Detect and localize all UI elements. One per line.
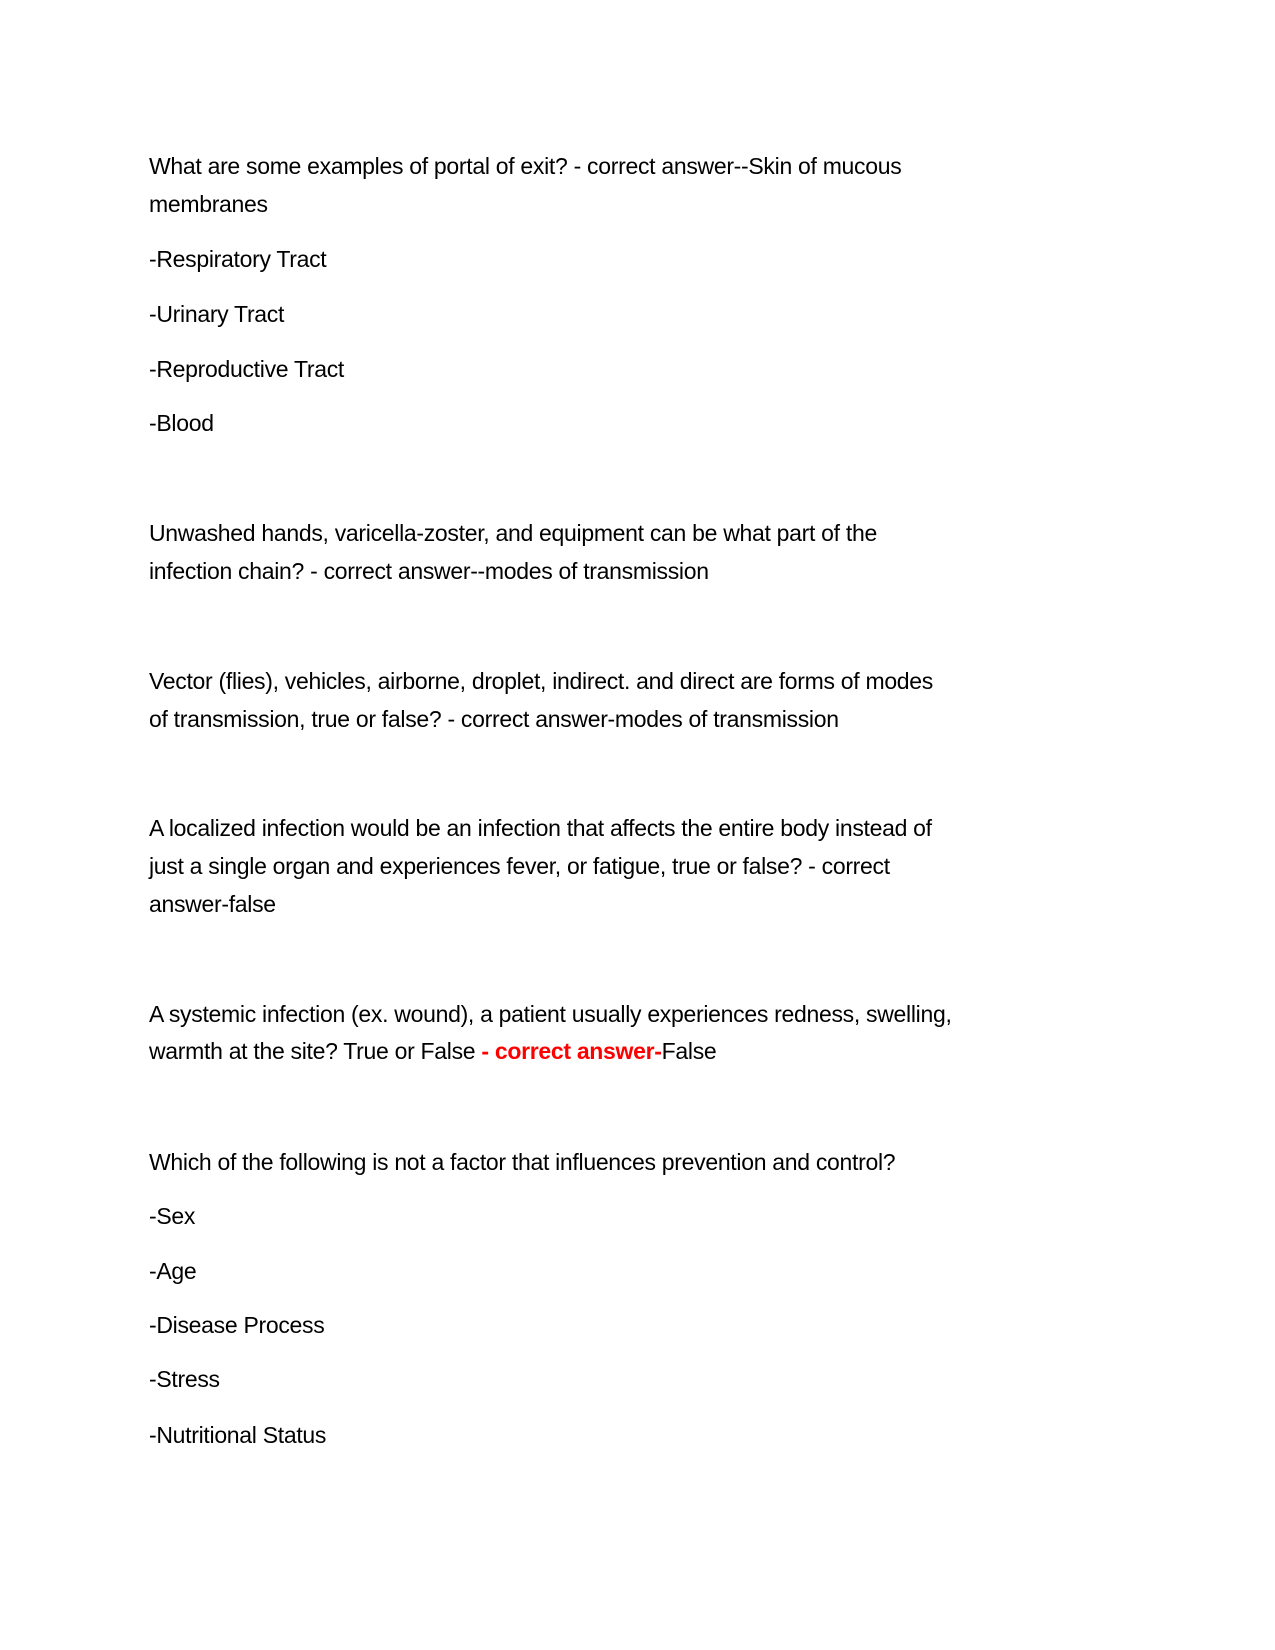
q5-text: A systemic infection (ex. wound), a patient usually experiences redness, swelling, (149, 1001, 952, 1027)
q1-text-cont: membranes (149, 191, 268, 217)
list-item: -Age (149, 1258, 197, 1284)
list-item: -Disease Process (149, 1312, 325, 1338)
q3-text-cont: of transmission, true or false? - correct answer-modes of transmission (149, 706, 839, 732)
q6-text: Which of the following is not a factor that influences prevention and control? (149, 1149, 896, 1175)
q4-text: A localized infection would be an infection that affects the entire body instead of (149, 815, 932, 841)
q5-question-end: warmth at the site? True or False (149, 1038, 482, 1064)
q5-answer: False (661, 1038, 717, 1064)
list-item: -Sex (149, 1203, 196, 1229)
q5-text-cont (149, 1037, 716, 1065)
q3-text: Vector (flies), vehicles, airborne, droplet, indirect. and direct are forms of modes (149, 668, 933, 694)
q1-text: What are some examples of portal of exit? - correct answer--Skin of mucous (149, 153, 902, 179)
correct-answer-highlight: - correct answer- (481, 1038, 662, 1064)
list-item: -Respiratory Tract (149, 246, 327, 272)
list-item: -Reproductive Tract (149, 356, 344, 382)
q4-text-cont: just a single organ and experiences fever, or fatigue, true or false? - correct (149, 853, 890, 879)
q4-answer: answer-false (149, 891, 276, 917)
list-item: -Stress (149, 1366, 220, 1392)
list-item: -Nutritional Status (149, 1422, 327, 1448)
q2-text-cont: infection chain? - correct answer--modes of transmission (149, 558, 709, 584)
q2-text: Unwashed hands, varicella-zoster, and equipment can be what part of the (149, 520, 877, 546)
list-item: -Urinary Tract (149, 301, 285, 327)
list-item: -Blood (149, 410, 214, 436)
